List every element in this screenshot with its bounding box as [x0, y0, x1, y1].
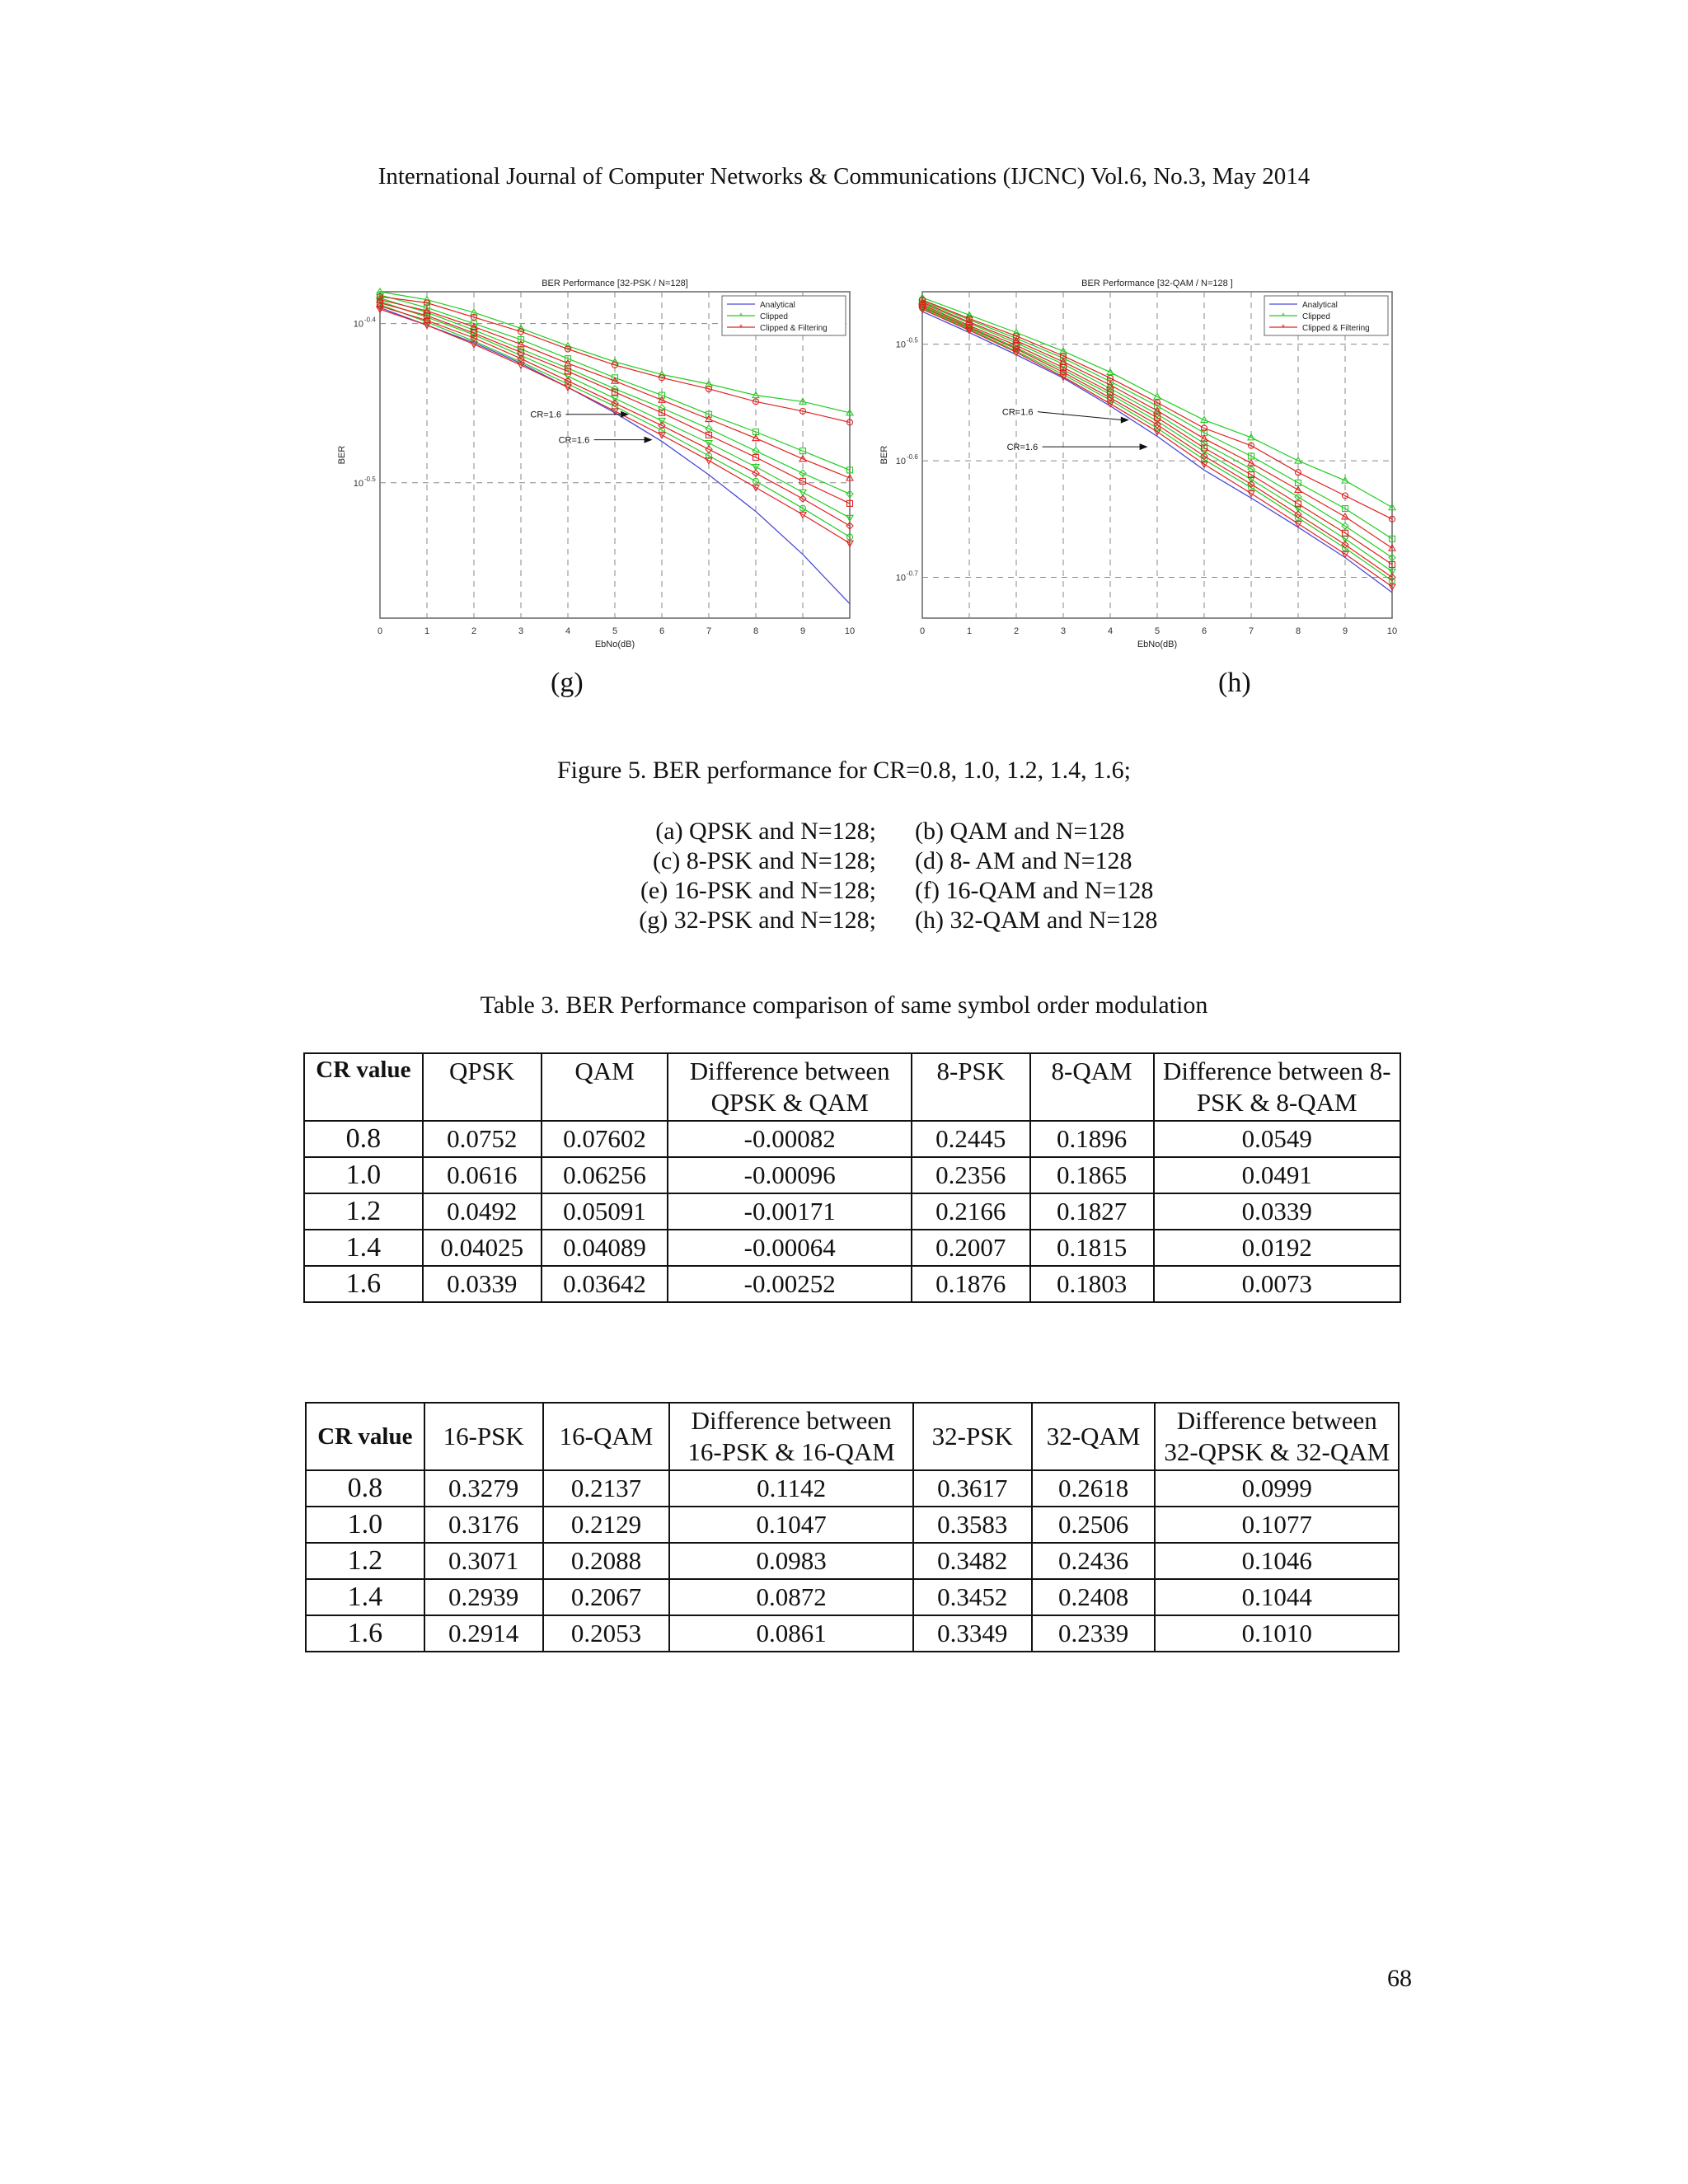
- ber-plot-32psk: [333, 265, 860, 653]
- x-tick-label: 5: [612, 626, 618, 636]
- table-cell: 0.1876: [912, 1266, 1030, 1302]
- table-header-cell: 32-PSK: [913, 1403, 1032, 1470]
- table-cell: 0.3279: [424, 1470, 543, 1507]
- subcaption-row: [0, 907, 1688, 936]
- table-cell: 0.3071: [424, 1543, 543, 1579]
- table-cell: 0.2445: [912, 1121, 1030, 1157]
- table-header-cell: Difference between 8-PSK & 8-QAM: [1154, 1053, 1400, 1121]
- table-cell: 0.0339: [423, 1266, 542, 1302]
- table-cell: 0.2088: [543, 1543, 670, 1579]
- legend-label: Clipped & Filtering: [1302, 324, 1370, 333]
- y-tick-label: 10: [895, 340, 906, 350]
- y-tick-exponent: -0.5: [907, 336, 918, 344]
- table-row: [306, 1507, 1399, 1543]
- cr-value-cell: 1.2: [304, 1193, 423, 1230]
- table-cell: 0.0491: [1154, 1157, 1400, 1193]
- legend-label: Analytical: [760, 301, 795, 310]
- table-header-cell: 32-QAM: [1032, 1403, 1156, 1470]
- subcaption: (d) 8- AM and N=128: [915, 847, 1132, 874]
- x-tick-label: 4: [565, 626, 571, 636]
- table-cell: 0.0339: [1154, 1193, 1400, 1230]
- table-cell: 0.0549: [1154, 1121, 1400, 1157]
- x-tick-label: 1: [424, 626, 430, 636]
- x-tick-label: 10: [844, 626, 856, 636]
- table-cell: 0.3452: [913, 1579, 1032, 1615]
- table-header-cell: 8-QAM: [1030, 1053, 1154, 1121]
- table-header-cell: CR value: [304, 1053, 423, 1121]
- table-cell: 0.1142: [669, 1470, 912, 1507]
- table-cell: 0.2129: [543, 1507, 670, 1543]
- table-cell: 0.2166: [912, 1193, 1030, 1230]
- table-cell: -0.00096: [668, 1157, 911, 1193]
- table-cell: -0.00252: [668, 1266, 911, 1302]
- table-cell: 0.2506: [1032, 1507, 1156, 1543]
- table-cell: 0.0192: [1154, 1230, 1400, 1266]
- subcaption: (c) 8-PSK and N=128;: [652, 847, 876, 874]
- cr-value-cell: 1.6: [304, 1266, 423, 1302]
- table-row: [304, 1193, 1400, 1230]
- cr-value-cell: 0.8: [306, 1470, 424, 1507]
- subcaption: (a) QPSK and N=128;: [655, 818, 876, 845]
- table-header-cell: 16-QAM: [543, 1403, 670, 1470]
- annotation-label: CR=1.6: [1006, 443, 1039, 453]
- subfigure-label-h: (h): [1218, 668, 1251, 698]
- subfigure-label-g: (g): [551, 668, 584, 698]
- journal-header: International Journal of Computer Networks & Communications (IJCNC) Vol.6, No.3, May 2014: [377, 163, 1311, 190]
- table-cell: 0.0073: [1154, 1266, 1400, 1302]
- legend-label: Clipped & Filtering: [760, 324, 828, 333]
- table-cell: 0.1047: [669, 1507, 912, 1543]
- table-row: [304, 1230, 1400, 1266]
- ber-table-qpsk-8psk: [303, 1052, 1401, 1303]
- subcaption-list: [0, 818, 1688, 936]
- table-cell: 0.2914: [424, 1615, 543, 1652]
- table-row: [306, 1543, 1399, 1579]
- table-title: Table 3. BER Performance comparison of same symbol order modulation: [480, 991, 1208, 1019]
- table-cell: 0.1896: [1030, 1121, 1154, 1157]
- y-tick-exponent: -0.7: [907, 569, 918, 578]
- x-tick-label: 9: [799, 626, 806, 636]
- subcaption-row: [0, 847, 1688, 877]
- y-tick-label: 10: [353, 478, 363, 489]
- table-cell: -0.00171: [668, 1193, 911, 1230]
- table-cell: -0.00082: [668, 1121, 911, 1157]
- legend-label: Analytical: [1302, 301, 1338, 310]
- y-tick-label: 10: [895, 573, 906, 583]
- x-tick-label: 7: [1248, 626, 1254, 636]
- cr-value-cell: 1.6: [306, 1615, 424, 1652]
- cr-value-cell: 1.2: [306, 1543, 424, 1579]
- table-cell: 0.3583: [913, 1507, 1032, 1543]
- x-tick-label: 4: [1107, 626, 1114, 636]
- table-cell: 0.1815: [1030, 1230, 1154, 1266]
- table-row: [306, 1470, 1399, 1507]
- table-cell: 0.1010: [1155, 1615, 1399, 1652]
- x-tick-label: 6: [659, 626, 665, 636]
- x-tick-label: 3: [1060, 626, 1067, 636]
- table-cell: -0.00064: [668, 1230, 911, 1266]
- table-cell: 0.0616: [423, 1157, 542, 1193]
- subcaption: (b) QAM and N=128: [915, 818, 1125, 845]
- ber-plot-32qam: [875, 265, 1403, 653]
- x-tick-label: 9: [1342, 626, 1348, 636]
- y-tick-exponent: -0.4: [364, 316, 376, 324]
- cr-value-cell: 0.8: [304, 1121, 423, 1157]
- table-cell: 0.2618: [1032, 1470, 1156, 1507]
- x-tick-label: 6: [1201, 626, 1207, 636]
- x-tick-label: 2: [1013, 626, 1020, 636]
- subcaption: (e) 16-PSK and N=128;: [640, 877, 876, 904]
- table-cell: 0.2067: [543, 1579, 670, 1615]
- table-cell: 0.2436: [1032, 1543, 1156, 1579]
- table-header-cell: CR value: [306, 1403, 424, 1470]
- cr-value-cell: 1.0: [306, 1507, 424, 1543]
- table-header-cell: Difference between 32-QPSK & 32-QAM: [1155, 1403, 1399, 1470]
- table-row: [306, 1615, 1399, 1652]
- table-row: [304, 1157, 1400, 1193]
- table-cell: 0.2408: [1032, 1579, 1156, 1615]
- subcaption: (f) 16-QAM and N=128: [915, 877, 1154, 904]
- x-axis-label: EbNo(dB): [594, 640, 635, 649]
- cr-value-cell: 1.0: [304, 1157, 423, 1193]
- y-axis-label: BER: [879, 445, 889, 465]
- table-cell: 0.1827: [1030, 1193, 1154, 1230]
- x-axis-label: EbNo(dB): [1137, 640, 1178, 649]
- x-tick-label: 8: [753, 626, 759, 636]
- table-cell: 0.0872: [669, 1579, 912, 1615]
- annotation-label: CR=1.6: [530, 410, 562, 420]
- x-tick-label: 0: [377, 626, 383, 636]
- table-cell: 0.04089: [542, 1230, 668, 1266]
- legend-marker-icon: *: [739, 312, 743, 321]
- x-tick-label: 8: [1295, 626, 1301, 636]
- x-tick-label: 5: [1154, 626, 1160, 636]
- y-tick-label: 10: [353, 319, 363, 330]
- table-cell: 0.1803: [1030, 1266, 1154, 1302]
- legend-marker-icon: *: [1282, 312, 1285, 321]
- table-header-cell: Difference between 16-PSK & 16-QAM: [669, 1403, 912, 1470]
- figure-row: [0, 265, 1688, 661]
- table-cell: 0.2007: [912, 1230, 1030, 1266]
- table-header-cell: QPSK: [423, 1053, 542, 1121]
- page-number: 68: [1387, 1965, 1412, 1992]
- subcaption-row: [0, 877, 1688, 907]
- cr-value-cell: 1.4: [306, 1579, 424, 1615]
- legend-label: Clipped: [1302, 312, 1330, 321]
- y-tick-label: 10: [895, 457, 906, 467]
- table-cell: 0.04025: [423, 1230, 542, 1266]
- x-tick-label: 0: [919, 626, 926, 636]
- y-tick-exponent: -0.5: [364, 475, 376, 483]
- subcaption: (h) 32-QAM and N=128: [915, 907, 1158, 934]
- chart-title: BER Performance [32-QAM / N=128 ]: [1081, 279, 1233, 288]
- table-cell: 0.3176: [424, 1507, 543, 1543]
- table-cell: 0.03642: [542, 1266, 668, 1302]
- ber-table-16psk-32psk: [305, 1402, 1400, 1652]
- legend-marker-icon: *: [1282, 323, 1285, 333]
- table-cell: 0.2053: [543, 1615, 670, 1652]
- table-cell: 0.05091: [542, 1193, 668, 1230]
- y-tick-exponent: -0.6: [907, 453, 918, 462]
- table-header-row: [306, 1403, 1399, 1470]
- table-row: [304, 1266, 1400, 1302]
- table-header-row: [304, 1053, 1400, 1121]
- table-cell: 0.3482: [913, 1543, 1032, 1579]
- table-cell: 0.0492: [423, 1193, 542, 1230]
- table-header-cell: 16-PSK: [424, 1403, 543, 1470]
- annotation-label: CR=1.6: [1001, 407, 1034, 418]
- table-cell: 0.06256: [542, 1157, 668, 1193]
- table-cell: 0.1077: [1155, 1507, 1399, 1543]
- table-cell: 0.2356: [912, 1157, 1030, 1193]
- cr-value-cell: 1.4: [304, 1230, 423, 1266]
- x-tick-label: 7: [706, 626, 712, 636]
- table-cell: 0.1865: [1030, 1157, 1154, 1193]
- legend-label: Clipped: [760, 312, 788, 321]
- table-cell: 0.0752: [423, 1121, 542, 1157]
- table-cell: 0.3617: [913, 1470, 1032, 1507]
- figure-caption: Figure 5. BER performance for CR=0.8, 1.0, 1.2, 1.4, 1.6;: [557, 757, 1131, 784]
- table-header-cell: QAM: [542, 1053, 668, 1121]
- annotation-label: CR=1.6: [558, 435, 590, 446]
- table-cell: 0.2339: [1032, 1615, 1156, 1652]
- table-cell: 0.0861: [669, 1615, 912, 1652]
- table-cell: 0.1044: [1155, 1579, 1399, 1615]
- table-cell: 0.0983: [669, 1543, 912, 1579]
- legend-marker-icon: *: [739, 323, 743, 333]
- ber-chart-svg: [333, 265, 860, 653]
- table-cell: 0.0999: [1155, 1470, 1399, 1507]
- table-header-cell: 8-PSK: [912, 1053, 1030, 1121]
- table-header-cell: Difference between QPSK & QAM: [668, 1053, 911, 1121]
- table-cell: 0.2137: [543, 1470, 670, 1507]
- subcaption-row: [0, 818, 1688, 847]
- table-cell: 0.07602: [542, 1121, 668, 1157]
- table-row: [304, 1121, 1400, 1157]
- x-tick-label: 1: [966, 626, 973, 636]
- y-axis-label: BER: [337, 445, 347, 465]
- ber-chart-svg: [875, 265, 1403, 653]
- table-row: [306, 1579, 1399, 1615]
- subcaption: (g) 32-PSK and N=128;: [639, 907, 876, 934]
- table-cell: 0.2939: [424, 1579, 543, 1615]
- x-tick-label: 3: [518, 626, 524, 636]
- table-cell: 0.3349: [913, 1615, 1032, 1652]
- table-cell: 0.1046: [1155, 1543, 1399, 1579]
- x-tick-label: 10: [1386, 626, 1398, 636]
- x-tick-label: 2: [471, 626, 477, 636]
- chart-title: BER Performance [32-PSK / N=128]: [542, 279, 688, 288]
